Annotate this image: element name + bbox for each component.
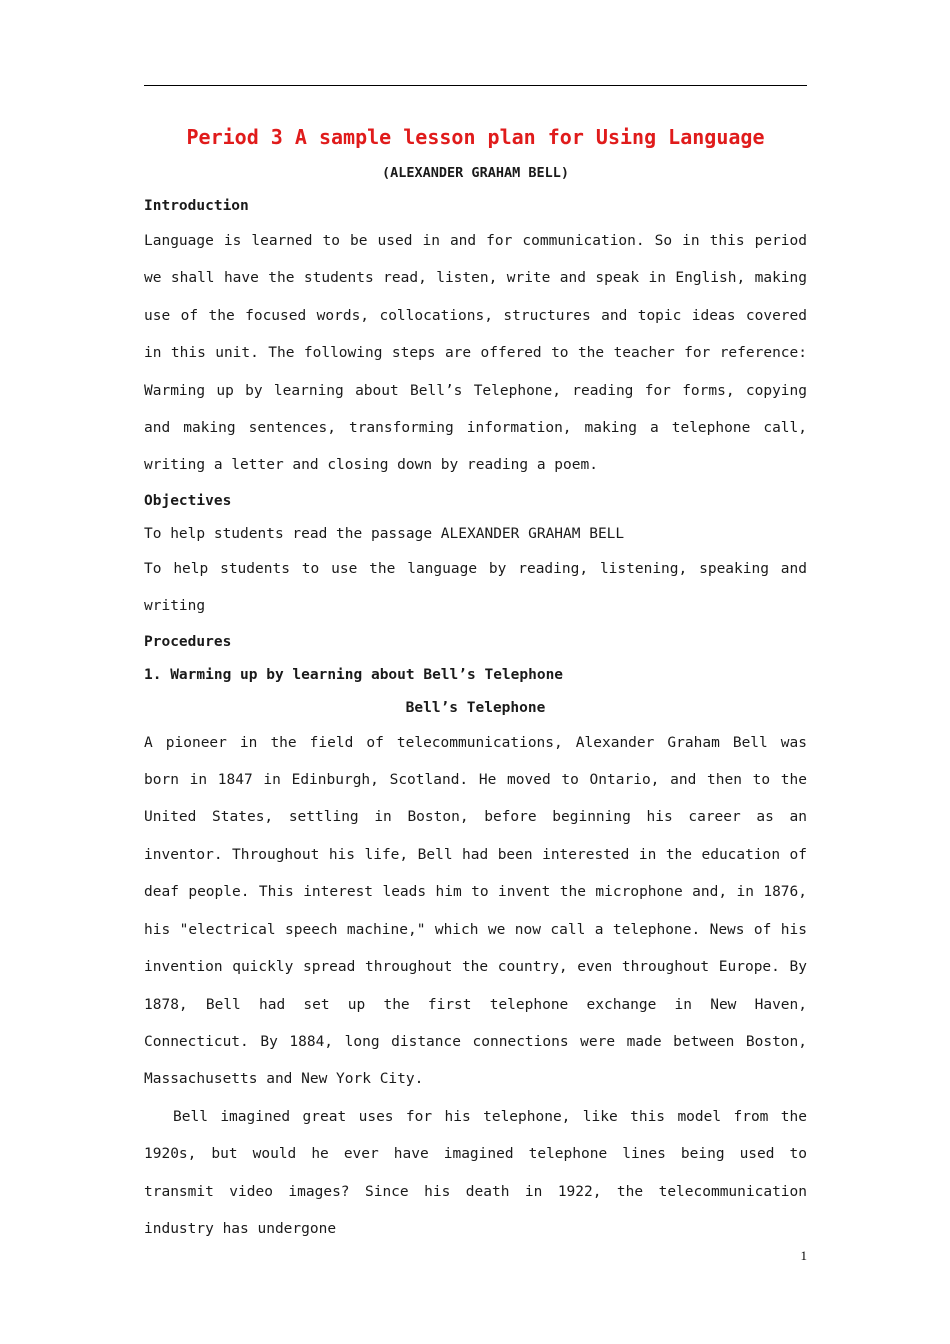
step-heading: 1. Warming up by learning about Bell’s Telephone — [144, 666, 564, 683]
objective-item: To help students to use the language by reading, listening, speaking and writing — [144, 560, 807, 615]
introduction-heading: Introduction — [144, 198, 249, 214]
article-title: Bell’s Telephone — [405, 699, 546, 716]
article-paragraph: A pioneer in the field of telecommunications, Alexander Graham Bell was born in 1847 in Edinburgh, Scotland. He moved to Ontario, and then to the United States, settling in Boston, before beginning his career as an inventor. Throughout his life, Bell had been interested in the education of deaf people. This interest leads him to invent the microphone and, in 1876, his "electrical speech machine," which we now call a telephone. News of his invention quickly spread throughout the country, even throughout Europe. By 1878, Bell had set up the first telephone exchange in New Haven, Connecticut. By 1884, long distance connections were made between Boston, Massachusetts and New York City. — [144, 734, 807, 1088]
introduction-text: Language is learned to be used in and for communication. So in this period we shall have the students read, listen, write and speak in English, making use of the focused words, collocations, structures and topic ideas covered in this unit. The following steps are offered to the teacher for reference: Warming up by learning about Bell’s Telephone, reading for forms, copying and making sentences, transforming information, making a telephone call, writing a letter and closing down by reading a poem. — [144, 233, 807, 474]
objective-item: To help students read the passage ALEXANDER GRAHAM BELL — [144, 525, 625, 542]
header-rule — [144, 85, 807, 86]
objectives-heading: Objectives — [144, 492, 232, 509]
page-title: Period 3 A sample lesson plan for Using Language — [186, 125, 765, 149]
page-subtitle: (ALEXANDER GRAHAM BELL) — [382, 165, 569, 181]
page-number: 1 — [800, 1248, 807, 1263]
document-body — [144, 118, 807, 1248]
article-paragraph: Bell imagined great uses for his telephone, like this model from the 1920s, but would he ever have imagined telephone lines being used to transmit video images? Since his death in 1922, the telecommunication industry has undergone — [144, 1108, 807, 1237]
procedures-heading: Procedures — [144, 633, 232, 650]
